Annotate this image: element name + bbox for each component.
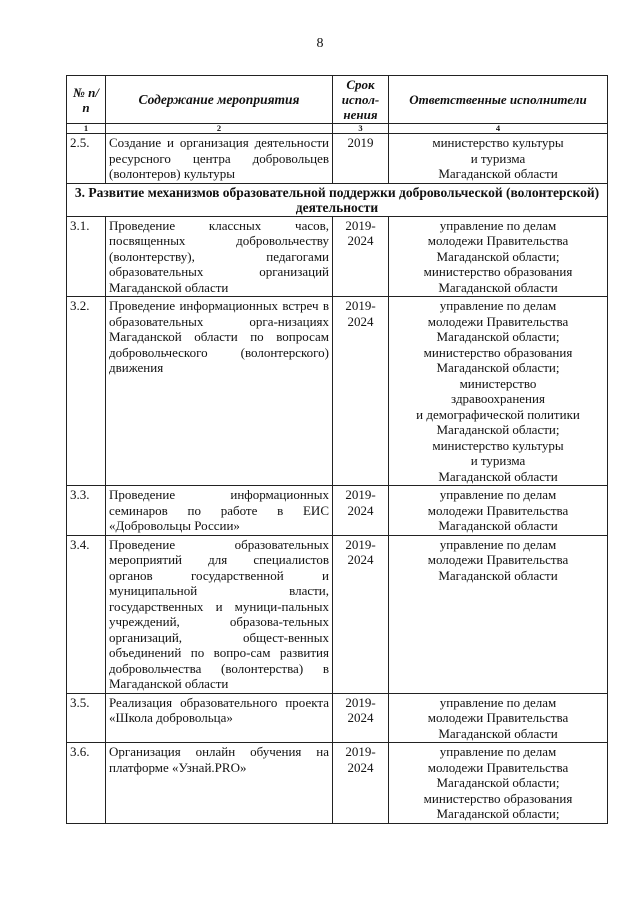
row-num: 3.3.: [67, 486, 106, 536]
responsible-line: Магаданской области: [438, 518, 558, 533]
header-content: Содержание мероприятия: [106, 76, 333, 124]
responsible-line: Магаданской области: [438, 166, 558, 181]
column-number: 1: [67, 124, 106, 134]
responsible-line: молодежи Правительства: [427, 233, 569, 248]
responsible-line: молодежи Правительства: [427, 552, 569, 567]
row-content: Проведение образовательных мероприятий для специалистов органов государственной и муниципальной власти, государственных и муници-пальных учреждений, образова-тельных организаций, общест-венных объединений по вопро-сам развития добровольчества (волонтерства) в Магаданской области: [106, 535, 333, 693]
row-term: 2019-2024: [333, 535, 389, 693]
row-term: 2019-2024: [333, 743, 389, 824]
responsible-line: и туризма: [470, 453, 526, 468]
row-content: Организация онлайн обучения на платформе «Узнай.PRO»: [106, 743, 333, 824]
responsible-line: и туризма: [470, 150, 526, 166]
responsible-line: министерство культуры: [432, 135, 564, 150]
responsible-line: молодежи Правительства: [427, 710, 569, 725]
row-content: Проведение информационных семинаров по работе в ЕИС «Добровольцы России»: [106, 486, 333, 536]
row-responsible: [389, 134, 608, 184]
table-row: [67, 216, 608, 297]
responsible-line: Магаданской области;: [436, 248, 560, 264]
table-row: [67, 486, 608, 536]
responsible-line: министерство образования: [423, 344, 573, 360]
row-responsible: [389, 693, 608, 743]
responsible-line: молодежи Правительства: [427, 759, 569, 775]
table-row: [67, 535, 608, 693]
row-responsible: [389, 743, 608, 824]
row-responsible: [389, 216, 608, 297]
responsible-line: Магаданской области;: [436, 775, 560, 790]
row-term: 2019-2024: [333, 486, 389, 536]
column-number: 2: [106, 124, 333, 134]
responsible-line: управление по делам: [439, 744, 557, 759]
row-term: 2019-2024: [333, 216, 389, 297]
column-number: 3: [333, 124, 389, 134]
responsible-line: Магаданской области: [438, 279, 558, 295]
row-content: Проведение классных часов, посвященных добровольчеству (волонтерству), педагогами образовательных организаций Магаданской области: [106, 216, 333, 297]
row-responsible: [389, 535, 608, 693]
row-num: 3.2.: [67, 297, 106, 486]
responsible-line: управление по делам: [439, 694, 557, 710]
events-table: [66, 75, 608, 824]
header-num: № п/п: [67, 76, 106, 124]
responsible-line: министерство образования: [423, 264, 573, 279]
column-number-row: [67, 124, 608, 134]
responsible-line: управление по делам: [439, 487, 557, 502]
page-number: 8: [316, 36, 324, 51]
responsible-line: министерство образования: [423, 790, 573, 806]
row-term: 2019: [333, 134, 389, 184]
responsible-line: здравоохранения: [451, 391, 545, 406]
responsible-line: молодежи Правительства: [427, 502, 569, 518]
responsible-line: Магаданской области;: [436, 422, 560, 437]
row-responsible: [389, 486, 608, 536]
responsible-line: Магаданской области;: [436, 360, 560, 375]
responsible-line: Магаданской области;: [436, 329, 560, 344]
header-term: Срок испол-нения: [333, 76, 389, 124]
row-content: Проведение информационных встреч в образовательных орга-низациях Магаданской области по вопросам добровольческого (волонтерского) движения: [106, 297, 333, 486]
row-content: Реализация образовательного проекта «Школа добровольца»: [106, 693, 333, 743]
row-content: Создание и организация деятельности ресурсного центра добровольцев (волонтеров) культуры: [106, 134, 333, 184]
header-responsible: Ответственные исполнители: [389, 76, 608, 124]
responsible-line: министерство: [459, 375, 537, 391]
header-row: [67, 76, 608, 124]
table-row: [67, 134, 608, 184]
responsible-line: Магаданской области;: [436, 806, 560, 821]
table-row: [67, 743, 608, 824]
responsible-line: управление по делам: [439, 536, 557, 552]
row-responsible: [389, 297, 608, 486]
row-num: 3.1.: [67, 216, 106, 297]
row-num: 3.5.: [67, 693, 106, 743]
responsible-line: Магаданской области: [438, 468, 558, 484]
responsible-line: управление по делам: [439, 298, 557, 313]
section-title: 3. Развитие механизмов образовательной поддержки добровольческой (волонтерской) деятельности: [67, 183, 608, 216]
responsible-line: управление по делам: [439, 217, 557, 233]
responsible-line: министерство культуры: [432, 437, 564, 453]
row-num: 3.6.: [67, 743, 106, 824]
row-term: 2019-2024: [333, 693, 389, 743]
responsible-line: молодежи Правительства: [427, 313, 569, 329]
section-row: [67, 183, 608, 216]
row-term: 2019-2024: [333, 297, 389, 486]
column-number: 4: [389, 124, 608, 134]
responsible-line: и демографической политики: [416, 406, 580, 422]
row-num: 3.4.: [67, 535, 106, 693]
responsible-line: Магаданской области: [438, 725, 558, 741]
row-num: 2.5.: [67, 134, 106, 184]
table-row: [67, 693, 608, 743]
responsible-line: Магаданской области: [438, 567, 558, 583]
table-body: [67, 134, 608, 824]
table-row: [67, 297, 608, 486]
